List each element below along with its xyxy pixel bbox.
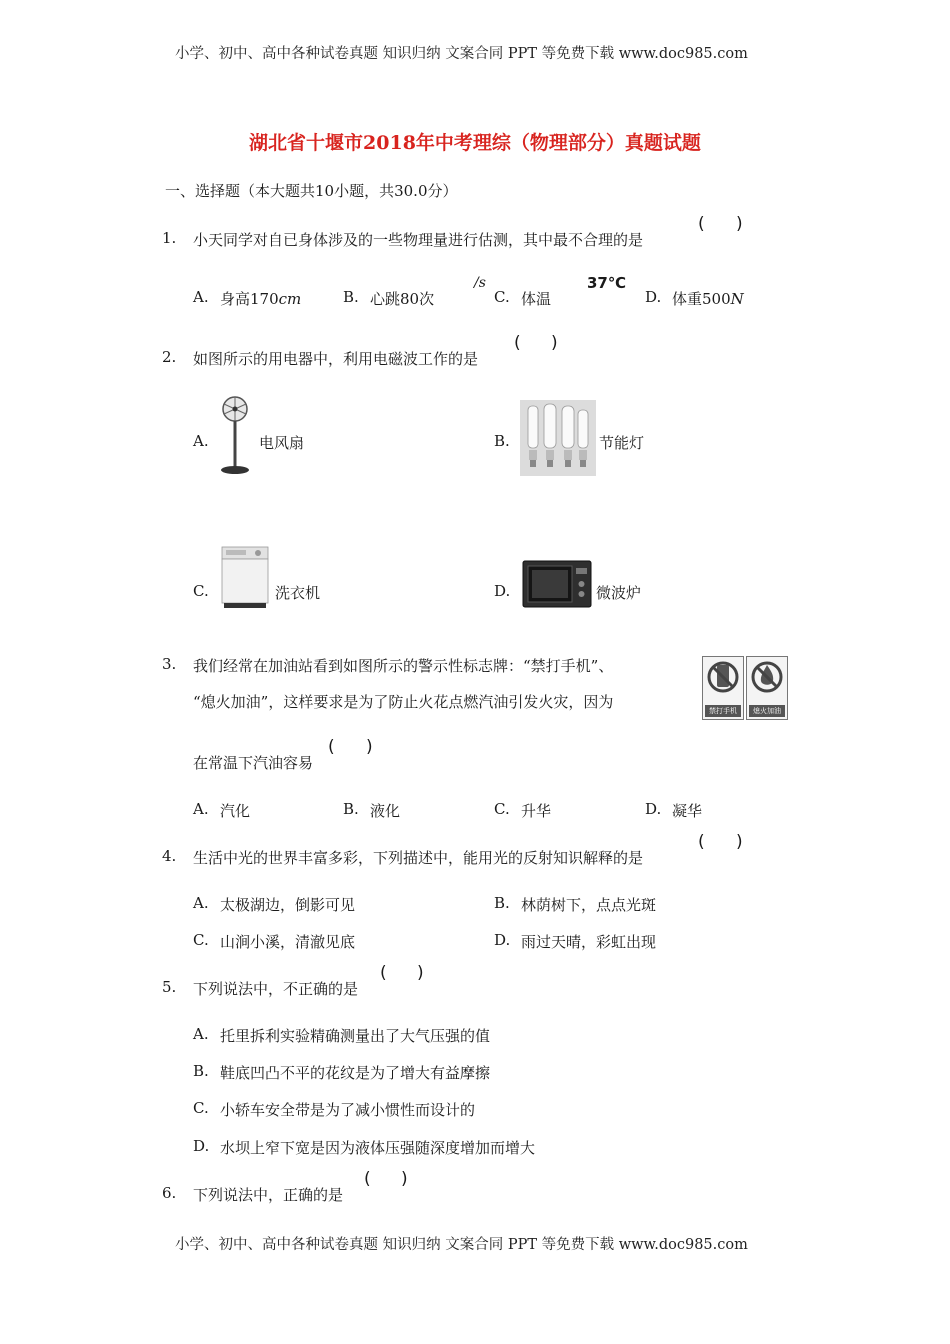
- option-c-label: C.: [494, 800, 510, 818]
- option-c-text: 山涧小溪，清澈见底: [220, 933, 356, 951]
- answer-paren-left: (: [328, 737, 335, 757]
- no-phone-sign-label: 禁打手机: [705, 705, 741, 717]
- option-b-text: 心跳80次: [370, 290, 435, 308]
- option-a-text: 身高170cm: [220, 290, 302, 308]
- question-number: 6.: [162, 1184, 177, 1202]
- option-d-label: D.: [193, 1137, 210, 1155]
- option-d-label: D.: [494, 582, 511, 600]
- option-a-text: 电风扇: [259, 434, 305, 452]
- option-b-label: B.: [343, 800, 359, 818]
- option-d-label: D.: [645, 288, 662, 306]
- option-a-label: A.: [193, 1025, 209, 1043]
- option-b-label: B.: [343, 288, 359, 306]
- option-a-label: A.: [193, 894, 209, 912]
- question-text: 生活中光的世界丰富多彩，下列描述中，能用光的反射知识解释的是: [193, 849, 644, 867]
- answer-paren-left: (: [364, 1169, 371, 1189]
- answer-paren-right: ): [551, 333, 558, 353]
- option-b-text: 林荫树下，点点光斑: [521, 896, 657, 914]
- no-phone-icon: [703, 657, 743, 703]
- answer-paren-right: ): [401, 1169, 408, 1189]
- question-text: 如图所示的用电器中，利用电磁波工作的是: [193, 350, 479, 368]
- question-text: 下列说法中，正确的是: [193, 1186, 344, 1204]
- no-phone-sign: [702, 656, 744, 720]
- answer-paren-left: (: [514, 333, 521, 353]
- engine-off-sign-label: 熄火加油: [749, 705, 785, 717]
- option-d-text: 雨过天晴，彩虹出现: [521, 933, 657, 951]
- microwave-oven-image: [522, 560, 592, 608]
- page-title: 湖北省十堰市2018年中考理综（物理部分）真题试题: [249, 132, 701, 154]
- answer-paren-right: ): [417, 963, 424, 983]
- option-b-label: B.: [494, 894, 510, 912]
- option-d-text: 凝华: [672, 802, 703, 820]
- question-number: 3.: [162, 655, 177, 673]
- question-number: 1.: [162, 229, 177, 247]
- answer-paren-right: ): [366, 737, 373, 757]
- option-c-value: 37℃: [587, 274, 627, 292]
- question-text-line-1: 我们经常在加油站看到如图所示的警示性标志牌：“禁打手机”、: [193, 657, 614, 675]
- answer-paren-left: (: [698, 214, 705, 234]
- question-text-line-2: “熄火加油”，这样要求是为了防止火花点燃汽油引发火灾，因为: [193, 693, 614, 711]
- option-c-text: 升华: [521, 802, 552, 820]
- answer-paren-left: (: [698, 832, 705, 852]
- question-number: 2.: [162, 348, 177, 366]
- option-a-label: A.: [193, 432, 209, 450]
- question-text-line-3: 在常温下汽油容易: [193, 754, 314, 772]
- no-fire-icon: [747, 657, 787, 703]
- option-c-text: 体温: [521, 290, 552, 308]
- option-a-text: 托里拆利实验精确测量出了大气压强的值: [220, 1027, 491, 1045]
- question-number: 4.: [162, 847, 177, 865]
- answer-paren-right: ): [736, 214, 743, 234]
- answer-paren-left: (: [380, 963, 387, 983]
- question-number: 5.: [162, 978, 177, 996]
- page-header: 小学、初中、高中各种试卷真题 知识归纳 文案合同 PPT 等免费下载 www.doc985.com: [175, 46, 748, 62]
- option-d-text: 水坝上窄下宽是因为液体压强随深度增加而增大: [220, 1139, 536, 1157]
- option-c-label: C.: [193, 931, 209, 949]
- option-d-label: D.: [645, 800, 662, 818]
- engine-off-sign: [746, 656, 788, 720]
- option-c-label: C.: [193, 1099, 209, 1117]
- option-b-unit: /s: [474, 275, 486, 291]
- option-b-label: B.: [494, 432, 510, 450]
- option-d-label: D.: [494, 931, 511, 949]
- option-a-label: A.: [193, 288, 209, 306]
- option-b-text: 液化: [370, 802, 401, 820]
- option-c-text: 小轿车安全带是为了减小惯性而设计的: [220, 1101, 476, 1119]
- option-a-label: A.: [193, 800, 209, 818]
- question-text: 小天同学对自已身体涉及的一些物理量进行估测，其中最不合理的是: [193, 231, 644, 249]
- option-b-text: 节能灯: [599, 434, 645, 452]
- question-text: 下列说法中，不正确的是: [193, 980, 359, 998]
- section-heading: 一、选择题（本大题共10小题，共30.0分）: [165, 182, 458, 200]
- option-d-text: 微波炉: [596, 584, 642, 602]
- option-a-text: 汽化: [220, 802, 251, 820]
- option-c-label: C.: [494, 288, 510, 306]
- washing-machine-image: [220, 545, 270, 610]
- option-a-text: 太极湖边，倒影可见: [220, 896, 356, 914]
- option-c-text: 洗衣机: [275, 584, 321, 602]
- option-d-text: 体重500N: [672, 290, 744, 308]
- energy-saving-lamp-image: [520, 400, 596, 476]
- option-c-label: C.: [193, 582, 209, 600]
- electric-fan-image: [215, 395, 255, 477]
- option-b-label: B.: [193, 1062, 209, 1080]
- option-b-text: 鞋底凹凸不平的花纹是为了增大有益摩擦: [220, 1064, 491, 1082]
- page-footer: 小学、初中、高中各种试卷真题 知识归纳 文案合同 PPT 等免费下载 www.doc985.com: [175, 1237, 748, 1253]
- answer-paren-right: ): [736, 832, 743, 852]
